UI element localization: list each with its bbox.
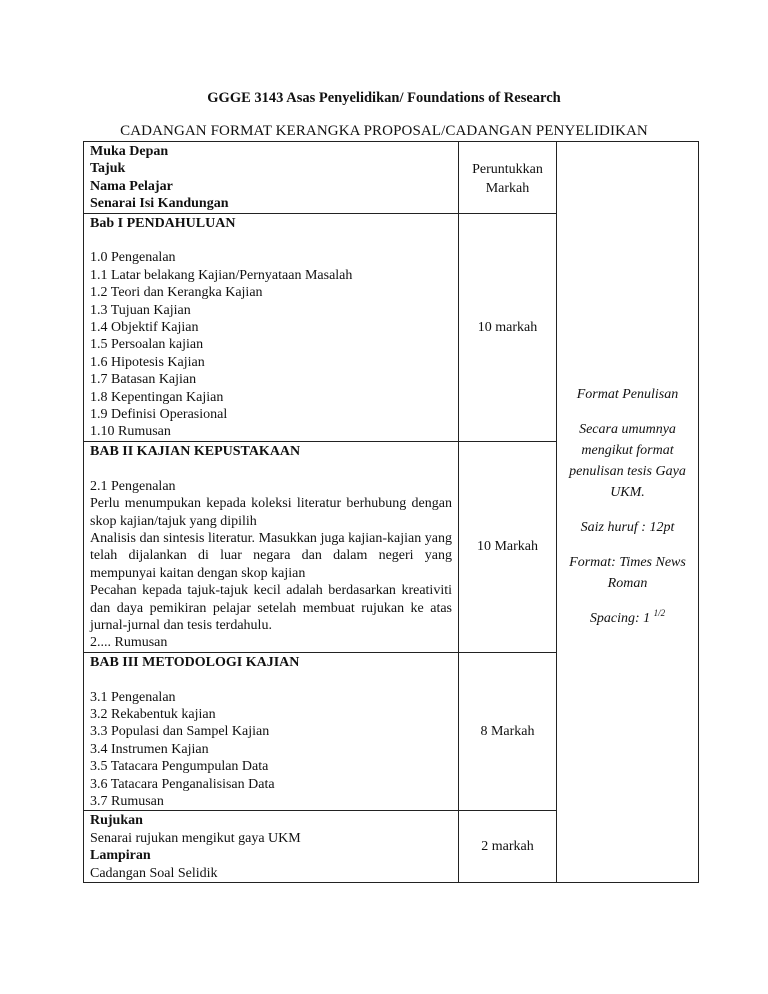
front-line-contents: Senarai Isi Kandungan xyxy=(90,196,229,212)
chapter-2-heading: BAB II KAJIAN KEPUSTAKAAN xyxy=(90,443,301,459)
format-spacing xyxy=(561,608,694,629)
format-heading: Format Penulisan xyxy=(576,387,679,402)
proposal-format-table xyxy=(83,141,699,883)
chapter-1-item: 1.9 Definisi Operasional xyxy=(90,407,228,423)
chapter-2-cell xyxy=(84,441,459,652)
format-font-face: Format: Times News Roman xyxy=(569,555,686,591)
chapter-1-item: 1.10 Rumusan xyxy=(90,424,171,440)
chapter-1-item: 1.0 Pengenalan xyxy=(90,250,176,266)
chapter-2-intro: 2.1 Pengenalan xyxy=(90,478,176,494)
marks-header-line-1: Peruntukkan xyxy=(472,162,543,177)
chapter-1-item: 1.3 Tujuan Kajian xyxy=(90,302,191,318)
chapter-3-cell xyxy=(84,652,459,811)
format-spacing-label: Spacing: 1 xyxy=(589,611,651,626)
chapter-1-item: 1.6 Hipotesis Kajian xyxy=(90,354,205,370)
front-line-student-name: Nama Pelajar xyxy=(90,178,173,194)
table-row-front-matter xyxy=(84,142,699,214)
references-text: Senarai rujukan mengikut gaya UKM xyxy=(90,830,301,846)
chapter-3-item: 3.1 Pengenalan xyxy=(90,689,176,705)
chapter-1-item: 1.5 Persoalan kajian xyxy=(90,337,204,353)
marks-header-cell xyxy=(459,142,557,214)
appendix-heading: Lampiran xyxy=(90,848,151,864)
chapter-1-cell xyxy=(84,213,459,441)
chapter-1-item: 1.1 Latar belakang Kajian/Pernyataan Masalah xyxy=(90,267,353,283)
chapter-1-heading: Bab I PENDAHULUAN xyxy=(90,215,236,231)
front-matter-cell xyxy=(84,142,459,214)
format-spacing-fraction: 1/2 xyxy=(653,608,666,618)
chapter-2-paragraph: Pecahan kepada tajuk-tajuk kecil adalah berdasarkan kreativiti dan daya pemikiran pelajar setelah membuat rujukan ke atas jurnal-jurnal dan tesis terdahulu. xyxy=(90,583,452,633)
marks-header-line-2: Markah xyxy=(485,181,530,196)
appendix-text: Cadangan Soal Selidik xyxy=(90,865,218,881)
chapter-3-item: 3.4 Instrumen Kajian xyxy=(90,741,209,757)
chapter-3-item: 3.7 Rumusan xyxy=(90,793,164,809)
format-font-size: Saiz huruf : 12pt xyxy=(580,520,675,535)
chapter-2-closing: 2.... Rumusan xyxy=(90,635,168,651)
references-marks: 2 markah xyxy=(459,811,557,883)
chapter-2-paragraph: Analisis dan sintesis literatur. Masukkan juga kajian-kajian yang telah dijalankan di luar negara dan dalam negeri yang mempunyai kaitan dengan skop kajian xyxy=(90,530,452,581)
document-title: GGGE 3143 Asas Penyelidikan/ Foundations of Research xyxy=(207,90,561,106)
front-line-cover: Muka Depan xyxy=(90,144,169,159)
chapter-1-item: 1.8 Kepentingan Kajian xyxy=(90,389,224,405)
chapter-2-marks: 10 Markah xyxy=(459,441,557,652)
chapter-1-item: 1.4 Objektif Kajian xyxy=(90,320,199,336)
chapter-1-marks: 10 markah xyxy=(459,213,557,441)
references-cell xyxy=(84,811,459,883)
chapter-3-heading: BAB III METODOLOGI KAJIAN xyxy=(90,654,300,670)
chapter-3-item: 3.2 Rekabentuk kajian xyxy=(90,706,216,722)
document-subtitle: CADANGAN FORMAT KERANGKA PROPOSAL/CADANGAN PENYELIDIKAN xyxy=(120,123,648,139)
chapter-2-paragraph: Perlu menumpukan kepada koleksi literatur berhubung dengan skop kajian/tajuk yang dipilih xyxy=(90,496,452,529)
format-general-note: Secara umumnya mengikut format penulisan tesis Gaya UKM. xyxy=(569,422,686,500)
references-heading: Rujukan xyxy=(90,813,143,829)
chapter-3-marks: 8 Markah xyxy=(459,652,557,811)
chapter-3-item: 3.6 Tatacara Penganalisisan Data xyxy=(90,776,275,792)
format-notes-cell xyxy=(557,142,699,883)
front-line-title: Tajuk xyxy=(90,161,126,177)
chapter-3-item: 3.5 Tatacara Pengumpulan Data xyxy=(90,759,269,775)
chapter-3-item: 3.3 Populasi dan Sampel Kajian xyxy=(90,724,270,740)
chapter-1-item: 1.2 Teori dan Kerangka Kajian xyxy=(90,285,263,301)
chapter-1-item: 1.7 Batasan Kajian xyxy=(90,372,197,388)
